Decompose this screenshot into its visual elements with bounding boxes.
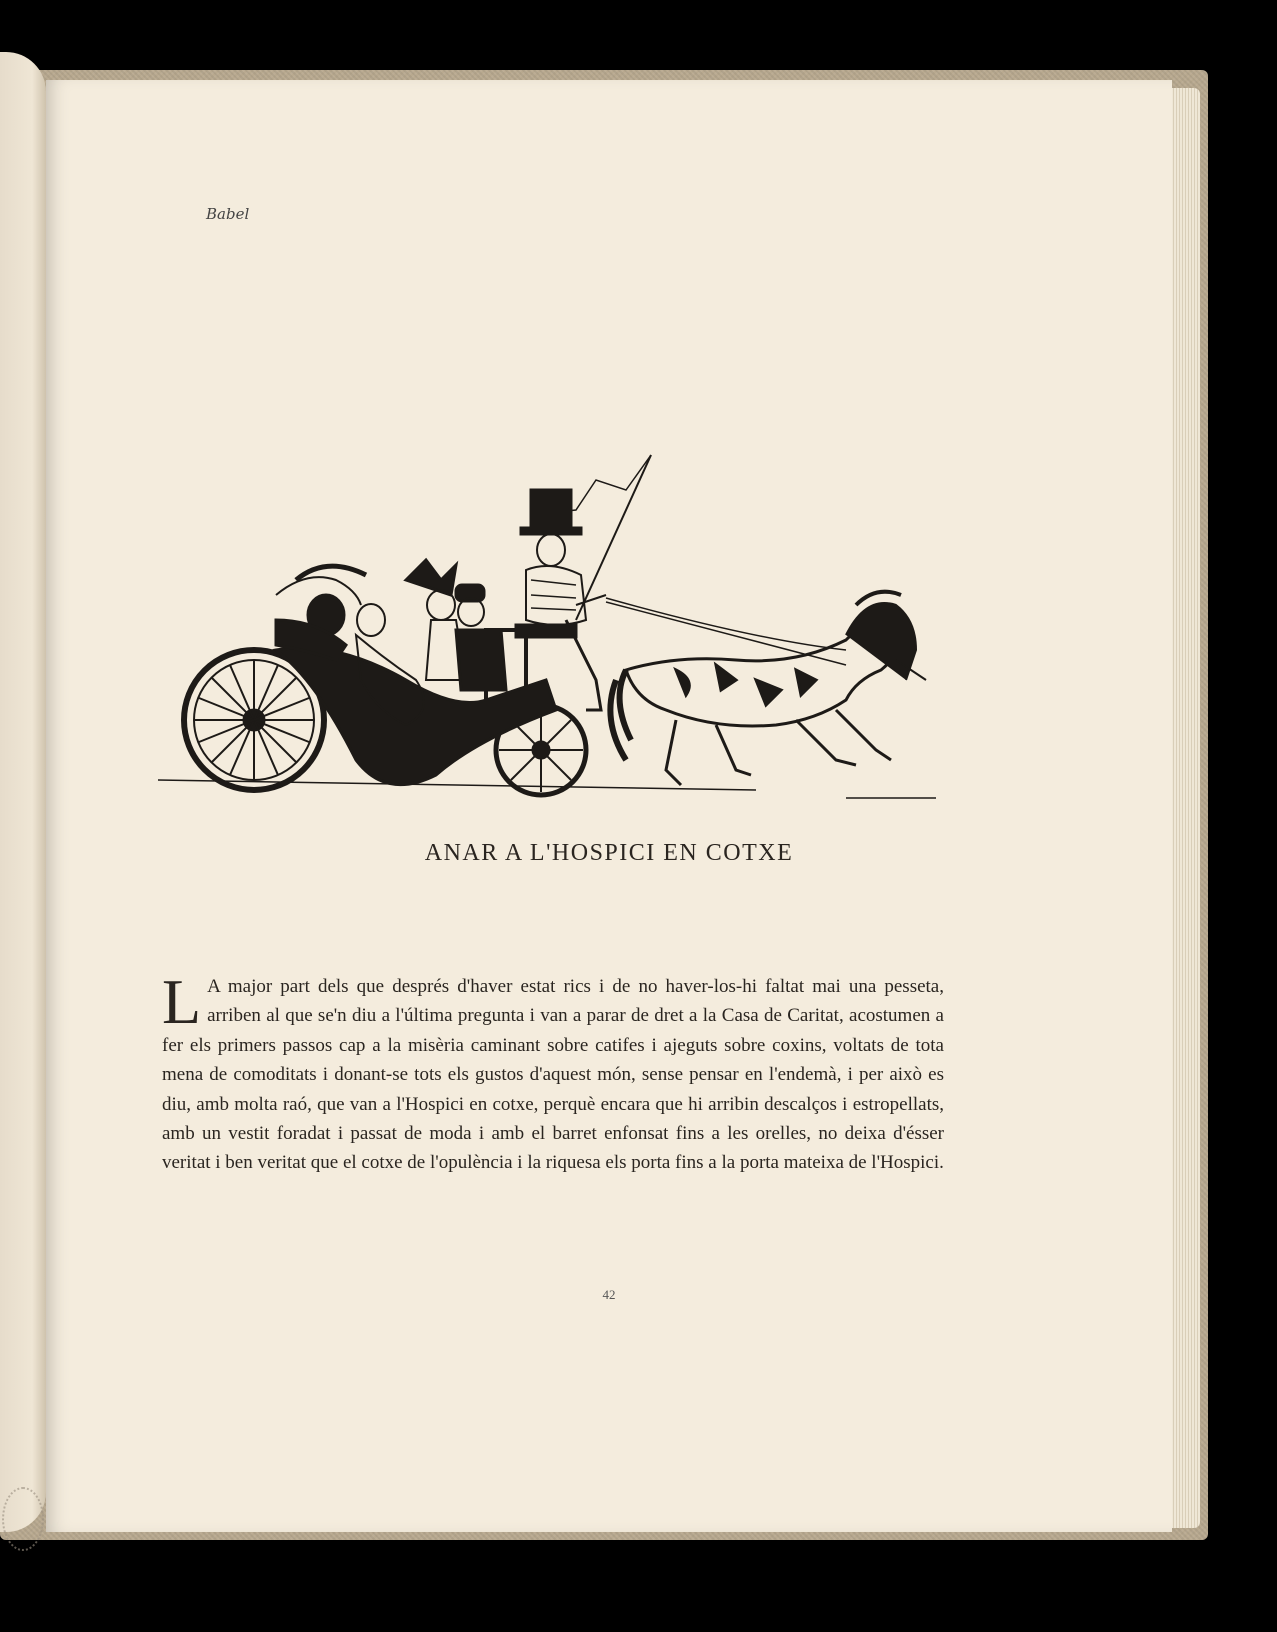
page-number: 42 (602, 1287, 616, 1302)
chapter-title: ANAR A L'HOSPICI EN COTXE (424, 840, 794, 866)
drop-cap: L (162, 966, 202, 1037)
library-stamp (2, 1487, 44, 1551)
paragraph-text: A major part dels que després d'haver estat rics i de no haver-los-hi faltat mai una pesseta, arriben al que se'n diu a l'última pregunta i van a parar de dret a la Casa de Caritat, acostumen a fer els primers passos cap a la misèria caminant sobre catifes i ajeguts sobre coxins, voltats de tota mena de comoditats i donant-se tots els gustos d'aquest món, sense pensar en l'endemà, i per això es diu, amb molta raó, que van a l'Hospici en cotxe, perquè encara que hi arribin descalços i estropellats, amb un vestit foradat i passat de moda i amb el barret enfonsat fins a les orelles, no deixa d'ésser veritat i ben veritat que el cotxe de l'opulència i la riquesa els porta fins a la porta mateixa de l'Hospici. (162, 976, 944, 1174)
artist-signature: Babel (206, 205, 250, 223)
page-stack-edge (1168, 88, 1200, 1528)
body-paragraph (162, 966, 944, 1178)
book-page (46, 80, 1172, 1532)
left-page-edge (0, 52, 46, 1532)
carriage-illustration (156, 380, 986, 820)
